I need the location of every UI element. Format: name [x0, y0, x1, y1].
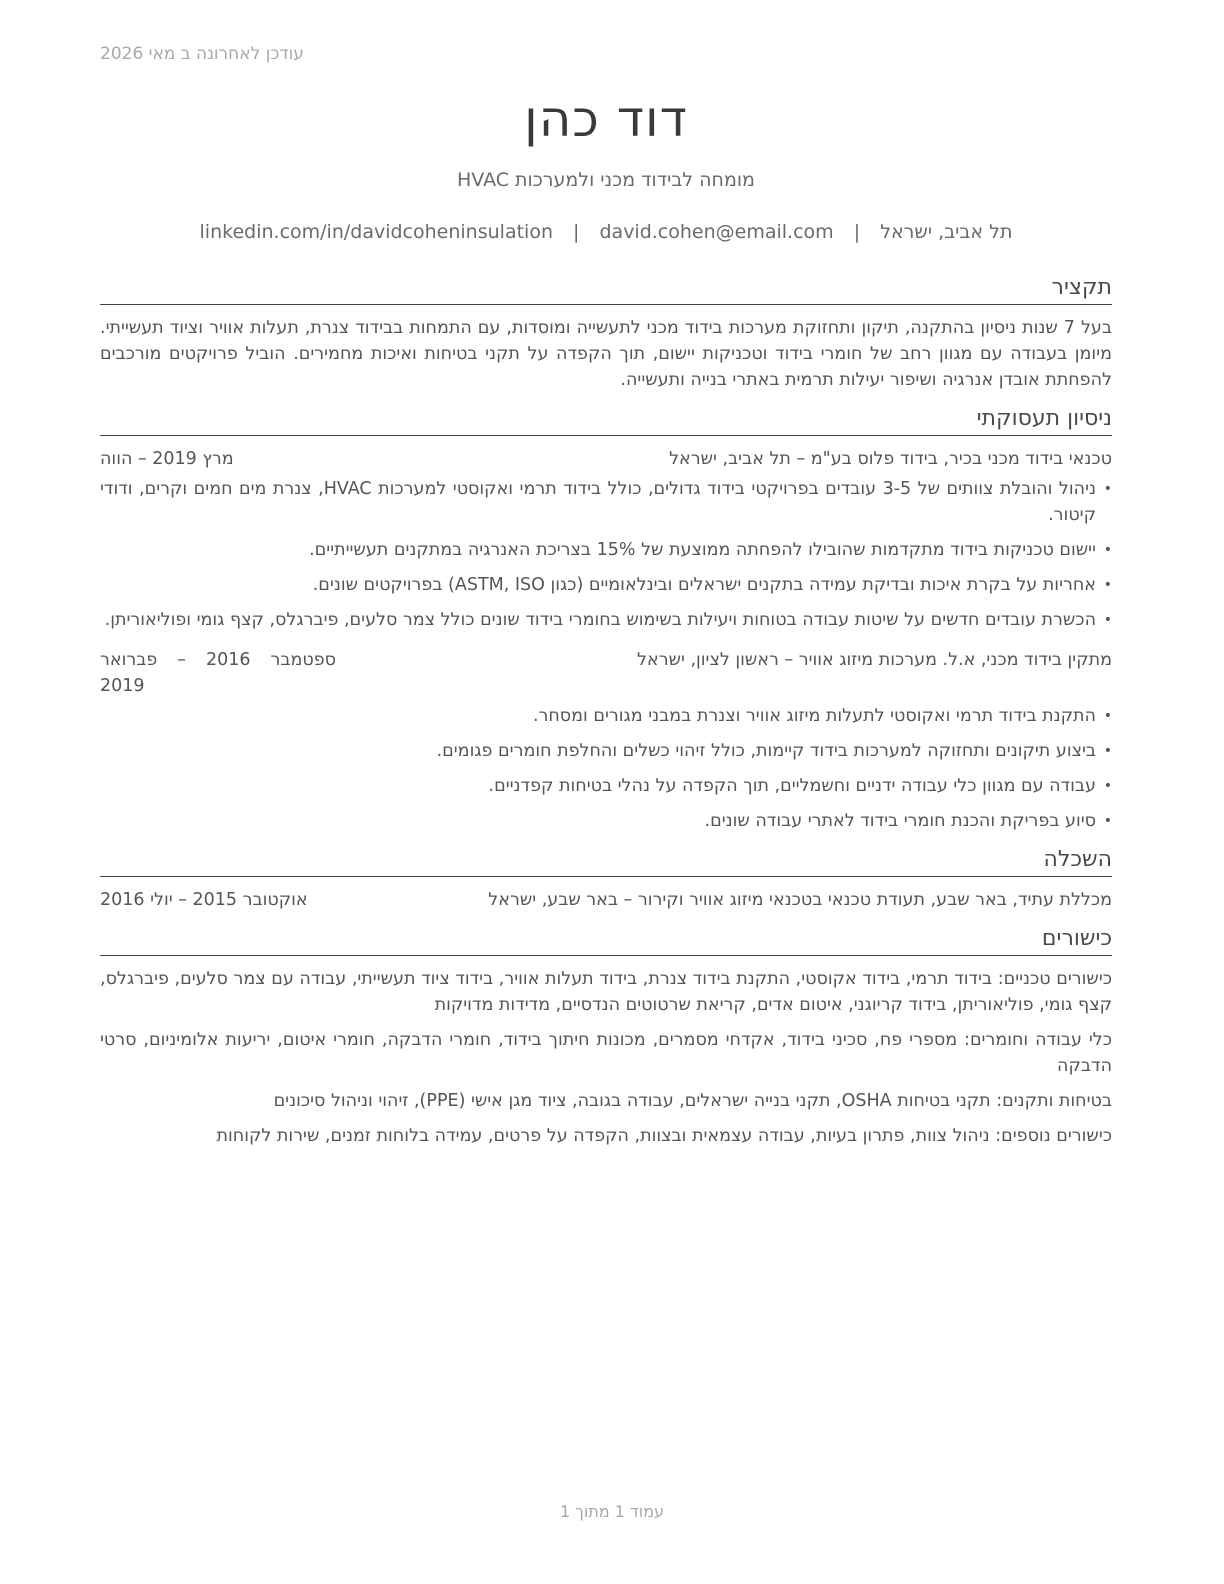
contact-separator: |	[853, 221, 861, 243]
job-bullet: • הכשרת עובדים חדשים על שיטות עבודה בטוחות ויעילות בשימוש בחומרי בידוד שונים כולל צמר סלעים, פיברגלס, קצף גומי ופוליאוריתן.	[100, 607, 1112, 633]
job-bullet: • עבודה עם מגוון כלי עבודה ידניים וחשמליים, תוך הקפדה על נהלי בטיחות קפדניים.	[100, 773, 1112, 799]
skills-section	[100, 925, 1112, 1149]
job-bullet: • ניהול והובלת צוותים של 3-5 עובדים בפרויקטי בידוד גדולים, כולל בידוד תרמי ואקוסטי למערכות HVAC, צנרת מים חמים וקרים, ודודי קיטור.	[100, 476, 1112, 528]
job-bullet: • ביצוע תיקונים ותחזוקה למערכות בידוד קיימות, כולל זיהוי כשלים והחלפת חומרים פגומים.	[100, 738, 1112, 764]
experience-section	[100, 405, 1112, 834]
job-entry	[100, 446, 1112, 633]
contact-email[interactable]: david.cohen@email.com	[599, 221, 834, 243]
job-bullets	[100, 476, 1112, 633]
education-section	[100, 846, 1112, 913]
job-bullet: • סיוע בפריקת והכנת חומרי בידוד לאתרי עבודה שונים.	[100, 808, 1112, 834]
job-bullet: • יישום טכניקות בידוד מתקדמות שהובילו להפחתה ממוצעת של 15% בצריכת האנרגיה במתקנים תעשייתיים.	[100, 537, 1112, 563]
skills-line: בטיחות ותקנים: תקני בטיחות OSHA, תקני בנייה ישראלים, עבודה בגובה, ציוד מגן אישי (PPE), זיהוי וניהול סיכונים	[273, 1091, 1112, 1111]
job-bullet: • התקנת בידוד תרמי ואקוסטי לתעלות מיזוג אוויר וצנרת במבני מגורים ומסחר.	[100, 703, 1112, 729]
section-title-skills: כישורים	[100, 925, 1112, 956]
resume-sections	[100, 274, 1112, 1161]
job-header	[100, 446, 1112, 472]
job-title: טכנאי בידוד מכני בכיר, בידוד פלוס בע"מ – תל אביב, ישראל	[669, 449, 1112, 469]
job-title: מתקין בידוד מכני, א.ל. מערכות מיזוג אוויר – ראשון לציון, ישראל	[637, 650, 1112, 670]
page-number: עמוד 1 מתוך 1	[560, 1502, 664, 1521]
section-title-summary: תקציר	[100, 274, 1112, 305]
skills-line: כישורים נוספים: ניהול צוות, פתרון בעיות, עבודה עצמאית ובצוות, הקפדה על פרטים, עמידה בלוחות זמנים, שירות לקוחות	[216, 1126, 1112, 1146]
job-bullet: • אחריות על בקרת איכות ובדיקת עמידה בתקנים ישראלים ובינלאומיים (כגון ASTM, ISO) בפרויקטים שונים.	[100, 572, 1112, 598]
resume-page	[100, 0, 1112, 1584]
job-dates: ספטמבר 2016 – פברואר 2019	[100, 650, 336, 696]
resume-header	[100, 84, 1112, 244]
summary-text: בעל 7 שנות ניסיון בהתקנה, תיקון ותחזוקת מערכות בידוד מכני לתעשייה ומוסדות, עם התמחות בבידוד צנרת, תעלות אוויר וציוד תעשייתי. מיומן בעבודה עם מגוון רחב של חומרי בידוד וטכניקות יישום, תוך הקפדה על תקני בטיחות ואיכות מחמירים. הוביל פרויקטים מורכבים להפחתת אובדן אנרגיה ושיפור יעילות תרמית באתרי בנייה ותעשייה.	[100, 318, 1112, 390]
contact-line	[100, 220, 1112, 244]
job-header	[100, 647, 1112, 699]
section-title-experience: ניסיון תעסוקתי	[100, 405, 1112, 436]
education-institution: מכללת עתיד, באר שבע, תעודת טכנאי בטכנאי מיזוג אוויר וקירור – באר שבע, ישראל	[488, 890, 1112, 910]
summary-section	[100, 274, 1112, 393]
section-title-education: השכלה	[100, 846, 1112, 877]
last-updated-note: עודכן לאחרונה ב מאי 2026	[100, 44, 304, 64]
candidate-headline: מומחה לבידוד מכני ולמערכות HVAC	[457, 169, 755, 191]
skills-line: כישורים טכניים: בידוד תרמי, בידוד אקוסטי, התקנת בידוד צנרת, בידוד תעלות אוויר, בידוד ציוד תעשייתי, עבודה עם צמר סלעים, פיברגלס, קצף גומי, פוליאוריתן, בידוד קריוגני, איטום אדים, קריאת שרטוטים הנדסיים, מדידות מדויקות	[100, 969, 1112, 1015]
contact-separator: |	[573, 221, 580, 243]
skills-line: כלי עבודה וחומרים: מספרי פח, סכיני בידוד, אקדחי מסמרים, מכונות חיתוך בידוד, חומרי הדבקה, חומרי איטום, יריעות אלומיניום, סרטי הדבקה	[100, 1030, 1112, 1076]
candidate-name: דוד כהן	[524, 90, 688, 148]
job-bullets	[100, 703, 1112, 834]
job-dates: מרץ 2019 – הווה	[100, 449, 234, 469]
education-dates: אוקטובר 2015 – יולי 2016	[100, 890, 308, 910]
contact-linkedin[interactable]: linkedin.com/in/davidcoheninsulation	[199, 221, 553, 243]
education-entry	[100, 887, 1112, 913]
job-entry	[100, 647, 1112, 834]
contact-location: תל אביב, ישראל	[880, 221, 1013, 243]
